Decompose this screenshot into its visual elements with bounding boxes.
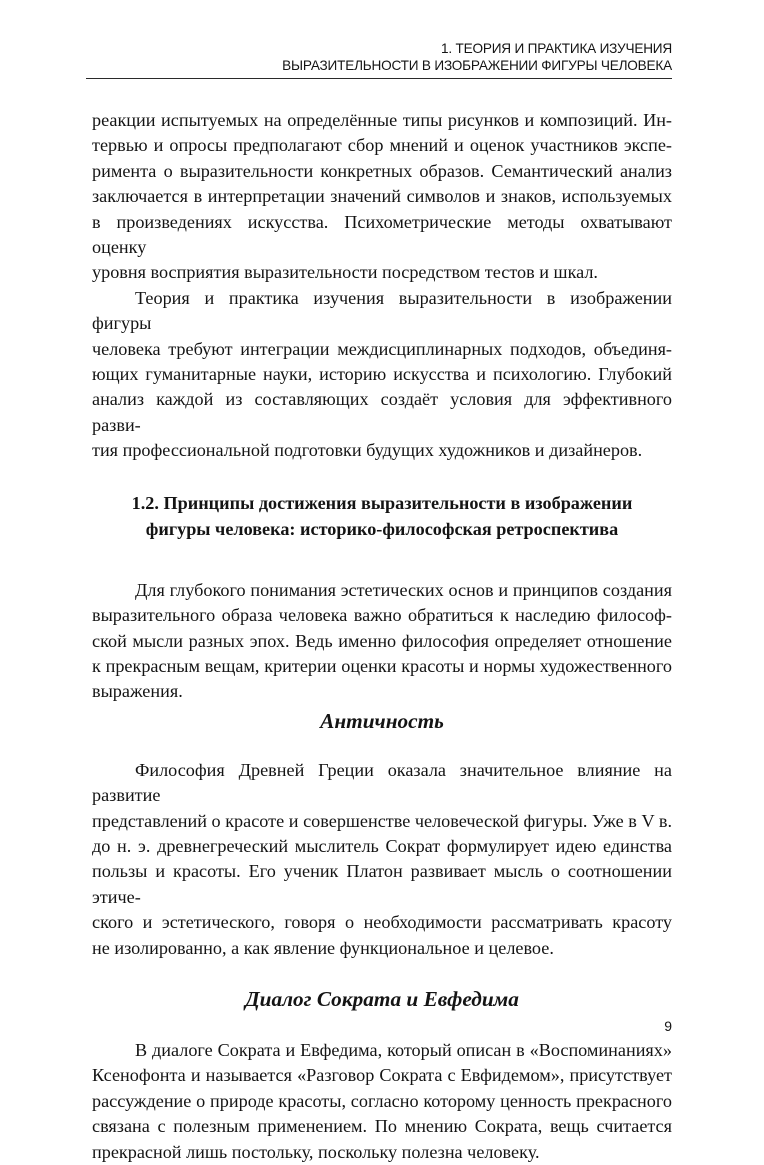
running-head <box>92 40 672 74</box>
text-line: выразительного образа человека важно обратиться к наследию философ- <box>92 605 672 626</box>
subheading-dialogue: Диалог Сократа и Евфедима <box>245 986 519 1011</box>
text-line: ского и эстетического, говоря о необходимости рассматривать красоту <box>92 912 672 933</box>
text-line: человека требуют интеграции междисциплинарных подходов, объединя- <box>92 338 672 359</box>
text-line: в произведениях искусства. Психометрические методы охватывают оценку <box>92 211 672 258</box>
text-line: Философия Древней Греции оказала значительное влияние на развитие <box>92 759 672 806</box>
text-line: Теория и практика изучения выразительности в изображении фигуры <box>92 287 672 334</box>
text-line: Для глубокого понимания эстетических основ и принципов создания <box>135 579 672 600</box>
header-rule <box>86 78 672 79</box>
text-line: связана с полезным применением. По мнению Сократа, вещь считается <box>92 1116 672 1137</box>
text-line: к прекрасным вещам, критерии оценки красоты и нормы художественного <box>92 655 672 676</box>
text-line: ской мысли разных эпох. Ведь именно философия определяет отношение <box>92 630 672 651</box>
text-line: прекрасной лишь постольку, поскольку полезна человеку. <box>92 1141 540 1162</box>
text-line: ющих гуманитарные науки, историю искусства и психологию. Глубокий <box>92 364 672 385</box>
paragraph-2 <box>92 286 672 464</box>
text-line: В диалоге Сократа и Евфедима, который описан в «Воспоминаниях» <box>135 1039 672 1060</box>
page-body <box>92 108 672 1165</box>
text-line: реакции испытуемых на определённые типы рисунков и композиций. Ин- <box>92 110 672 130</box>
section-heading <box>92 490 672 542</box>
text-line: тервью и опросы предполагают сбор мнений и оценок участников экспе- <box>92 135 672 156</box>
page-number: 9 <box>664 1018 672 1034</box>
paragraph-3 <box>92 578 672 705</box>
paragraph-4 <box>92 758 672 961</box>
text-line: анализ каждой из составляющих создаёт условия для эффективного разви- <box>92 389 672 435</box>
section-heading-line-1: 1.2. Принципы достижения выразительности в изображении <box>131 492 633 513</box>
text-line: тия профессиональной подготовки будущих художников и дизайнеров. <box>92 440 643 461</box>
text-line: рассуждение о природе красоты, согласно которому ценность прекрасного <box>92 1090 672 1111</box>
text-line: пользы и красоты. Его ученик Платон развивает мысль о соотношении этиче- <box>92 861 672 907</box>
paragraph-1 <box>92 108 672 286</box>
paragraph-5 <box>92 1038 672 1165</box>
text-line: заключается в интерпретации значений символов и знаков, используемых <box>92 186 672 207</box>
text-line: уровня восприятия выразительности посредством тестов и шкал. <box>92 262 598 283</box>
text-line: Ксенофонта и называется «Разговор Сократа с Евфидемом», присутствует <box>92 1065 672 1086</box>
subheading-antiquity: Античность <box>320 708 444 733</box>
text-line: не изолированно, а как явление функциональное и целевое. <box>92 937 554 958</box>
running-head-line-2: ВЫРАЗИТЕЛЬНОСТИ В ИЗОБРАЖЕНИИ ФИГУРЫ ЧЕЛОВЕКА <box>282 58 672 73</box>
text-line: до н. э. древнегреческий мыслитель Сократ формулирует идею единства <box>92 835 672 856</box>
text-line: римента о выразительности конкретных образов. Семантический анализ <box>92 160 672 181</box>
text-line: представлений о красоте и совершенстве человеческой фигуры. Уже в V в. <box>92 810 672 831</box>
section-heading-line-2: фигуры человека: историко-философская ретроспектива <box>145 518 619 539</box>
text-line: выражения. <box>92 681 183 702</box>
running-head-line-1: 1. ТЕОРИЯ И ПРАКТИКА ИЗУЧЕНИЯ <box>441 41 672 56</box>
